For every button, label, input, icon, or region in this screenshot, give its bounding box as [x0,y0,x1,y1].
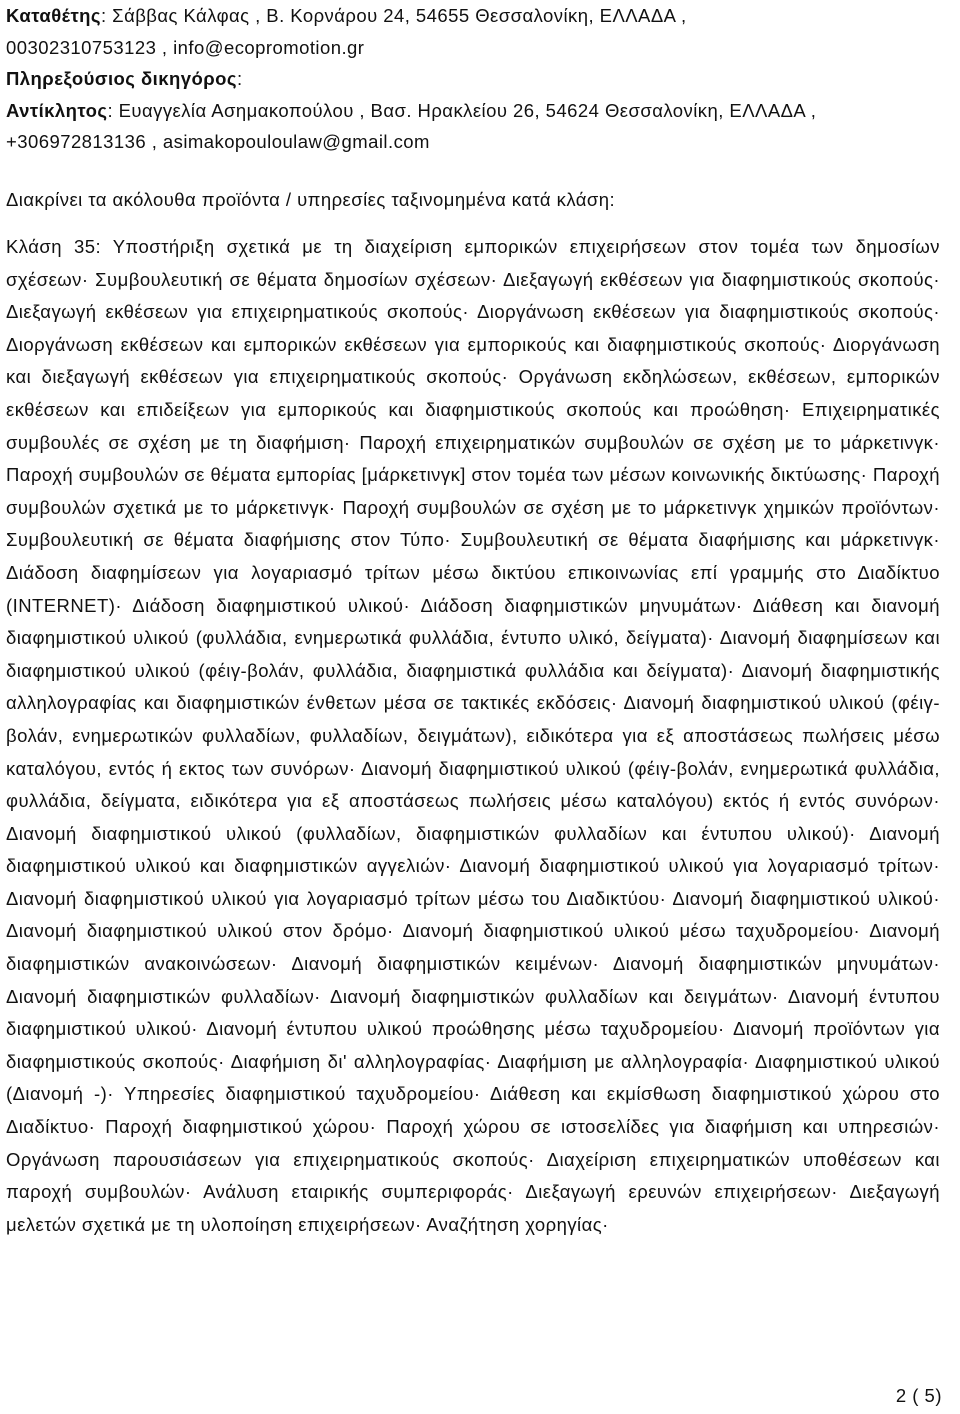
applicant-contact: 00302310753123 , info@ecopromotion.gr [6,36,365,58]
applicant-details: : Σάββας Κάλφας , Β. Κορνάρου 24, 54655 Θεσσαλονίκη, ΕΛΛΑΔΑ , [101,5,687,26]
opponent-label: Αντίκλητος [6,99,108,121]
class-35-services-text: Κλάση 35: Υποστήριξη σχετικά με τη διαχείριση εμπορικών επιχειρήσεων στον τομέα των δημοσίων σχέσεων· Συμβουλευτική σε θέματα δημοσίων σχέσεων· Διεξαγωγή εκθέσεων για διαφημιστικούς σκοπούς· Διεξαγωγή εκθέσεων για επιχειρηματικούς σκοπούς· Διοργάνωση εκθέσεων για διαφημιστικούς σκοπούς· Διοργάνωση εκθέσεων και εμπορικών εκθέσεων για εμπορικούς και διαφημιστικούς σκοπούς· Διοργάνωση και διεξαγωγή εκθέσεων για επιχειρηματικούς σκοπούς· Οργάνωση εκδηλώσεων, εκθέσεων, εμπορικών εκθέσεων και επιδείξεων για εμπορικούς και διαφημιστικούς σκοπούς και προώθηση· Επιχειρηματικές συμβουλές σε σχέση με τη διαφήμιση· Παροχή επιχειρηματικών συμβουλών σε σχέση με το μάρκετινγκ· Παροχή συμβουλών σε θέματα εμπορίας [μάρκετινγκ] στον τομέα των μέσων κοινωνικής δικτύωσης· Παροχή συμβουλών σχετικά με το μάρκετινγκ· Παροχή συμβουλών σε σχέση με το μάρκετινγκ χημικών προϊόντων· Συμβουλευτική σε θέματα διαφήμισης στον Τύπο· Συμβουλευτική σε θέματα διαφήμισης και μάρκετινγκ· Διάδοση διαφημίσεων για λογαριασμό τρίτων μέσω δικτύου επικοινωνίας επί γραμμής στο Διαδίκτυο (INTERNET)· Διάδοση διαφημιστικού υλικού· Διάδοση διαφημιστικών μηνυμάτων· Διάθεση και διανομή διαφημιστικού υλικού (φυλλάδια, ενημερωτικά φυλλάδια, έντυπο υλικό, δείγματα)· Διανομή διαφημίσεων και διαφημιστικού υλικού (φέιγ-βολάν, φυλλάδια, διαφημιστικά φυλλάδια και δείγματα)· Διανομή διαφημιστικής αλληλογραφίας και διαφημιστικών ένθετων μέσα σε τακτικές εκδόσεις· Διανομή διαφημιστικού υλικού (φέιγ-βολάν, ενημερωτικών φυλλαδίων, φυλλαδίων, δειγμάτων), ειδικότερα για εξ αποστάσεως πωλήσεις μέσω καταλόγου, εντός ή εκτος των συνόρων· Διανομή διαφημιστικού υλικού (φέιγ-βολάν, ενημερωτικά φυλλάδια, φυλλάδια, δείγματα, ειδικότερα για εξ αποστάσεως πωλήσεις μέσω καταλόγου) εκτός ή εντός συνόρων· Διανομή διαφημιστικού υλικού (φυλλαδίων, διαφημιστικών φυλλαδίων και έντυπου υλικού)· Διανομή διαφημιστικού υλικού και διαφημιστικών αγγελιών· Διανομή διαφημιστικού υλικού για λογαριασμό τρίτων· Διανομή διαφημιστικού υλικού για λογαριασμό τρίτων μέσω του Διαδικτύου· Διανομή διαφημιστικού υλικού· Διανομή διαφημιστικού υλικού στον δρόμο· Διανομή διαφημιστικού υλικού μέσω ταχυδρομείου· Διανομή διαφημιστικών ανακοινώσεων· Διανομή διαφημιστικών κειμένων· Διανομή διαφημιστικών μηνυμάτων· Διανομή διαφημιστικών φυλλαδίων· Διανομή διαφημιστικών φυλλαδίων και δειγμάτων· Διανομή έντυπου διαφημιστικού υλικού· Διανομή έντυπου υλικού προώθησης μέσω ταχυδρομείου· Διανομή προϊόντων για διαφημιστικούς σκοπούς· Διαφήμιση δι' αλληλογραφίας· Διαφήμιση με αλληλογραφία· Διαφημιστικού υλικού (Διανομή -)· Υπηρεσίες διαφημιστικού ταχυδρομείου· Διάθεση και εκμίσθωση διαφημιστικού χώρου στο Διαδίκτυο· Παροχή διαφημιστικού χώρου· Παροχή χώρου σε ιστοσελίδες για διαφήμιση και υπηρεσιών· Οργάνωση παρουσιάσεων για επιχειρηματικούς σκοπούς· Διαχείριση επιχειρηματικών υποθέσεων και παροχή συμβουλών· Ανάλυση εταιρικής συμπεριφοράς· Διεξαγωγή ερευνών επιχειρήσεων· Διεξαγωγή μελετών σχετικά με τη υλοποίηση επιχειρήσεων· Αναζήτηση χορηγίας· [6,236,940,1235]
opponent-line [6,95,954,127]
applicant-contact-line [6,32,954,64]
classification-intro: Διακρίνει τα ακόλουθα προϊόντα / υπηρεσίες ταξινομημένα κατά κλάση: [6,189,616,210]
opponent-details: : Ευαγγελία Ασημακοπούλου , Βασ. Ηρακλείου 26, 54624 Θεσσαλονίκη, ΕΛΛΑΔΑ , [107,99,817,121]
attorney-line [6,63,954,95]
party-details [6,0,954,158]
applicant-line [6,0,954,32]
opponent-contact-line [6,126,954,158]
page-number: 2 ( 5) [895,1385,942,1406]
attorney-details: : [236,68,243,89]
applicant-label: Καταθέτης [6,5,101,26]
opponent-contact: +306972813136 , asimakopouloulaw@gmail.com [6,131,430,152]
attorney-label: Πληρεξούσιος δικηγόρος [6,68,237,89]
